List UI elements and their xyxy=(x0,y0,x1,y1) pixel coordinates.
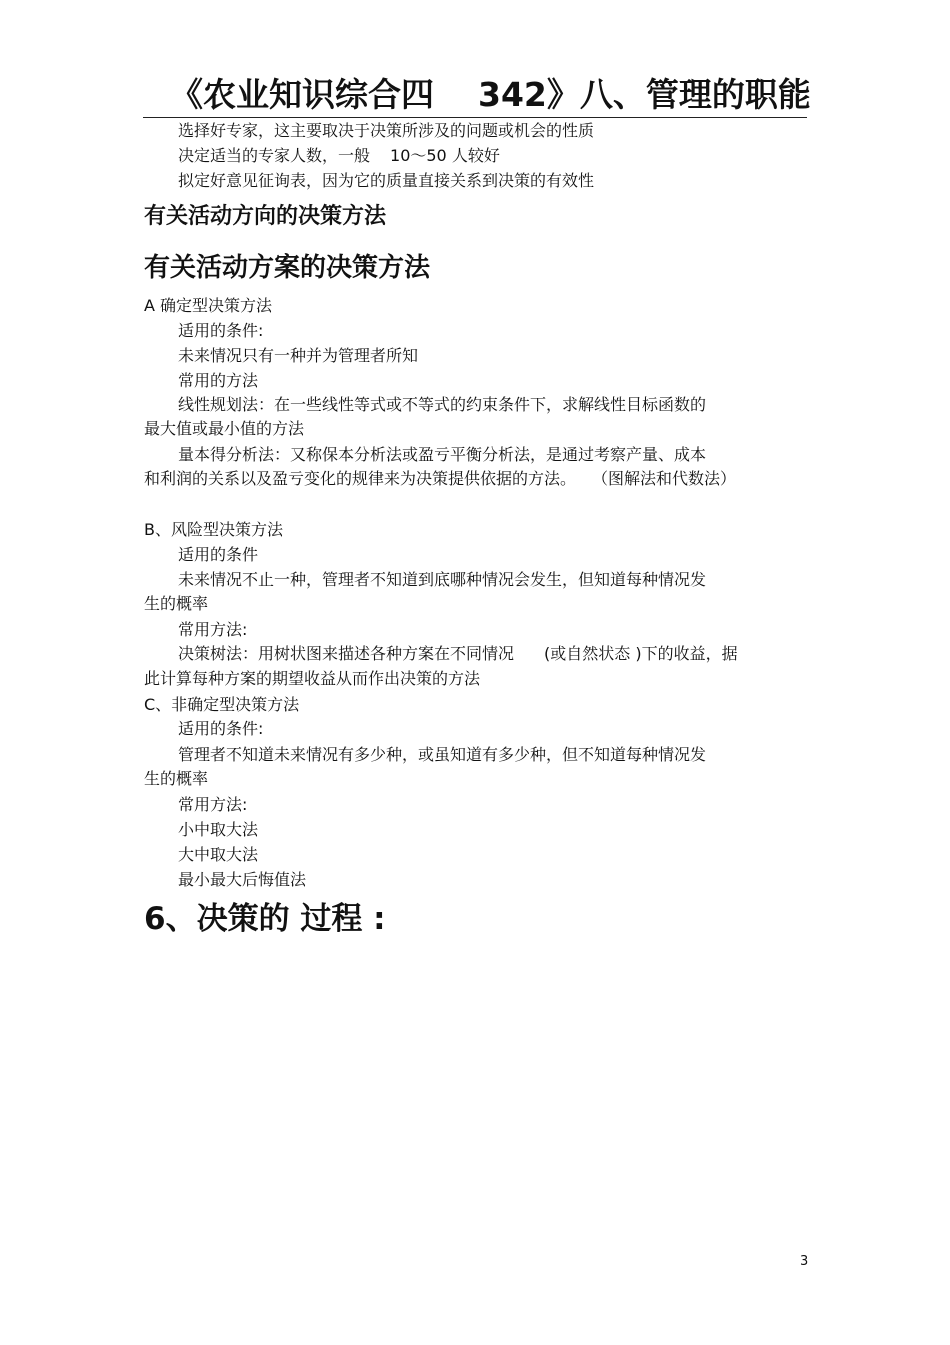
a-linear-programming-line2: 最大值或最小值的方法 xyxy=(144,419,305,438)
c-method-maximin: 小中取大法 xyxy=(178,820,259,839)
a-linear-programming-line1: 线性规划法：在一些线性等式或不等式的约束条件下，求解线性目标函数的 xyxy=(178,395,707,414)
a-methods-label: 常用的方法 xyxy=(178,371,259,390)
b-condition-line2: 生的概率 xyxy=(144,594,209,613)
b-decision-tree-line2: 此计算每种方案的期望收益从而作出决策的方法 xyxy=(144,669,481,688)
line-expert-count: 决定适当的专家人数，一般 10～50 人较好 xyxy=(178,146,500,165)
b-methods-label: 常用方法: xyxy=(178,620,248,639)
c-methods-label: 常用方法: xyxy=(178,795,248,814)
heading-scheme-methods: 有关活动方案的决策方法 xyxy=(144,253,431,283)
a-condition: 未来情况只有一种并为管理者所知 xyxy=(178,346,419,365)
b-condition-label: 适用的条件 xyxy=(178,545,259,564)
c-method-minimax-regret: 最小最大后悔值法 xyxy=(178,870,307,889)
heading-section-6: 6、决策的 过程 : xyxy=(144,901,386,937)
c-condition-line2: 生的概率 xyxy=(144,769,209,788)
a-condition-label: 适用的条件: xyxy=(178,321,264,340)
page-title xyxy=(170,75,811,114)
line-expert-selection: 选择好专家，这主要取决于决策所涉及的问题或机会的性质 xyxy=(178,121,595,140)
page-number: 3 xyxy=(800,1254,809,1269)
title-right: 342》八、管理的职能 xyxy=(478,75,811,114)
section-c-title: C、非确定型决策方法 xyxy=(144,695,300,714)
heading-direction-methods: 有关活动方向的决策方法 xyxy=(144,204,387,229)
c-condition-label: 适用的条件: xyxy=(178,719,264,738)
title-underline xyxy=(143,117,807,118)
section-b-title: B、风险型决策方法 xyxy=(144,520,283,539)
c-method-maximax: 大中取大法 xyxy=(178,845,259,864)
c-condition-line1: 管理者不知道未来情况有多少种，或虽知道有多少种，但不知道每种情况发 xyxy=(178,745,707,764)
b-decision-tree-line1: 决策树法：用树状图来描述各种方案在不同情况 (或自然状态 )下的收益，据 xyxy=(178,644,738,663)
a-breakeven-line1: 量本得分析法：又称保本分析法或盈亏平衡分析法，是通过考察产量、成本 xyxy=(178,445,707,464)
line-questionnaire: 拟定好意见征询表，因为它的质量直接关系到决策的有效性 xyxy=(178,171,595,190)
a-breakeven-line2: 和利润的关系以及盈亏变化的规律来为决策提供依据的方法。 （图解法和代数法） xyxy=(144,469,737,488)
b-condition-line1: 未来情况不止一种，管理者不知道到底哪种情况会发生，但知道每种情况发 xyxy=(178,570,707,589)
title-left: 《农业知识综合四 xyxy=(170,75,434,114)
section-a-title: A 确定型决策方法 xyxy=(144,296,273,315)
